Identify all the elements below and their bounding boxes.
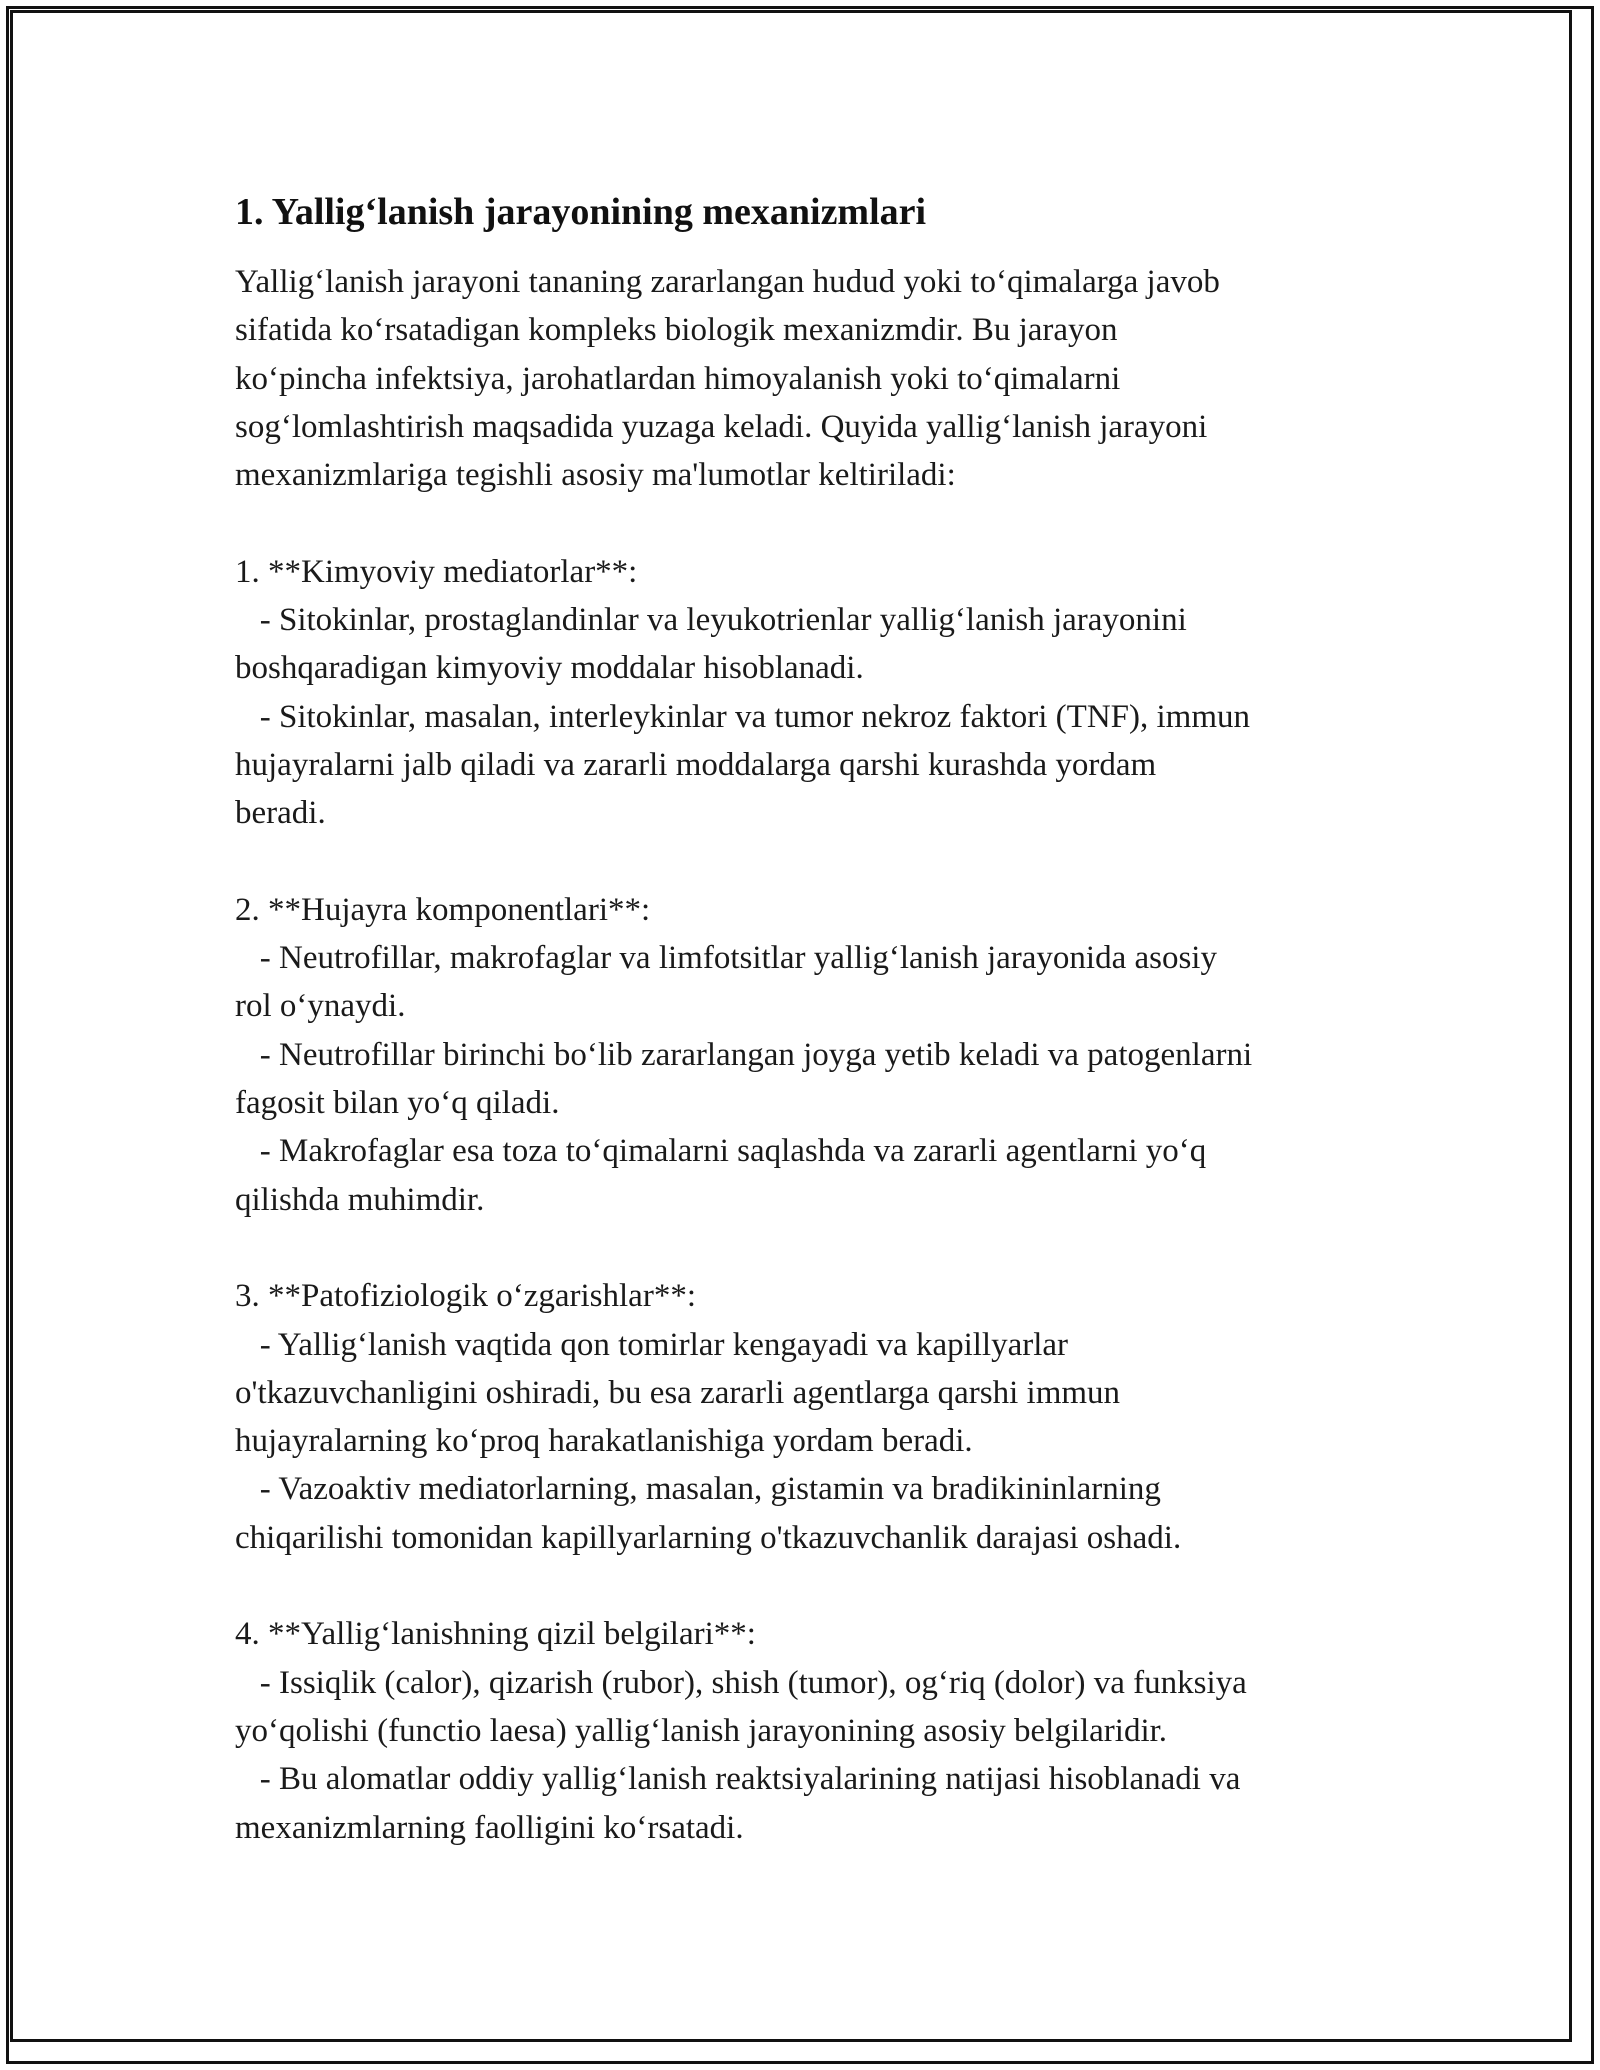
section-pathophysiological-changes <box>235 1272 1385 1562</box>
bullet-item: - Makrofaglar esa toza to‘qimalarni saqlashda va zararli agentlarni yo‘q qilishda muhimdir. <box>235 1133 1207 1218</box>
paragraph-spacer <box>235 499 1385 547</box>
bullet-item: - Bu alomatlar oddiy yallig‘lanish reaktsiyalarining natijasi hisoblanadi va mexanizmlarning faolligini ko‘rsatadi. <box>235 1761 1241 1846</box>
document-body <box>235 188 1385 1852</box>
bullet-item: - Yallig‘lanish vaqtida qon tomirlar kengayadi va kapillyarlar o'tkazuvchanligini oshiradi, bu esa zararli agentlarga qarshi immun hujayralarning ko‘proq harakatlanishiga yordam beradi. <box>235 1326 1121 1460</box>
intro-paragraph: Yallig‘lanish jarayoni tananing zararlangan hudud yoki to‘qimalarga javob sifatida ko‘rsatadigan kompleks biologik mexanizmdir. Bu jarayon ko‘pincha infektsiya, jarohatlardan himoyalanish yoki to‘qimalarni sog‘lomlashtirish maqsadida yuzaga keladi. Quyida yallig‘lanish jarayoni mexanizmlariga tegishli asosiy ma'lumotlar keltiriladi: <box>235 264 1220 494</box>
bullet-item: - Neutrofillar, makrofaglar va limfotsitlar yallig‘lanish jarayonida asosiy rol o‘ynaydi. <box>235 940 1217 1025</box>
section-heading: 4. **Yallig‘lanishning qizil belgilari**: <box>235 1616 756 1653</box>
section-chemical-mediators <box>235 548 1385 838</box>
section-cell-components <box>235 886 1385 1224</box>
section-heading: 2. **Hujayra komponentlari**: <box>235 891 651 928</box>
document-title: 1. Yallig‘lanish jarayonining mexanizmlari <box>235 191 927 233</box>
bullet-item: - Sitokinlar, prostaglandinlar va leyukotrienlar yallig‘lanish jarayonini boshqaradigan kimyoviy moddalar hisoblanadi. <box>235 602 1187 687</box>
bullet-item: - Issiqlik (calor), qizarish (rubor), shish (tumor), og‘riq (dolor) va funksiya yo‘qolishi (functio laesa) yallig‘lanish jarayonining asosiy belgilaridir. <box>235 1664 1247 1749</box>
bullet-item: - Neutrofillar birinchi bo‘lib zararlangan joyga yetib keladi va patogenlarni fagosit bilan yo‘q qiladi. <box>235 1036 1253 1122</box>
bullet-item: - Vazoaktiv mediatorlarning, masalan, gistamin va bradikininlarning chiqarilishi tomonidan kapillyarlarning o'tkazuvchanlik darajasi oshadi. <box>235 1471 1182 1556</box>
section-cardinal-signs <box>235 1610 1385 1851</box>
paragraph-spacer <box>235 838 1385 886</box>
bullet-item: - Sitokinlar, masalan, interleykinlar va tumor nekroz faktori (TNF), immun hujayralarni jalb qiladi va zararli moddalarga qarshi kurashda yordam beradi. <box>235 698 1251 832</box>
paragraph-spacer <box>235 1224 1385 1272</box>
section-heading: 1. **Kimyoviy mediatorlar**: <box>235 553 638 590</box>
section-heading: 3. **Patofiziologik o‘zgarishlar**: <box>235 1278 696 1315</box>
paragraph-spacer <box>235 1562 1385 1610</box>
